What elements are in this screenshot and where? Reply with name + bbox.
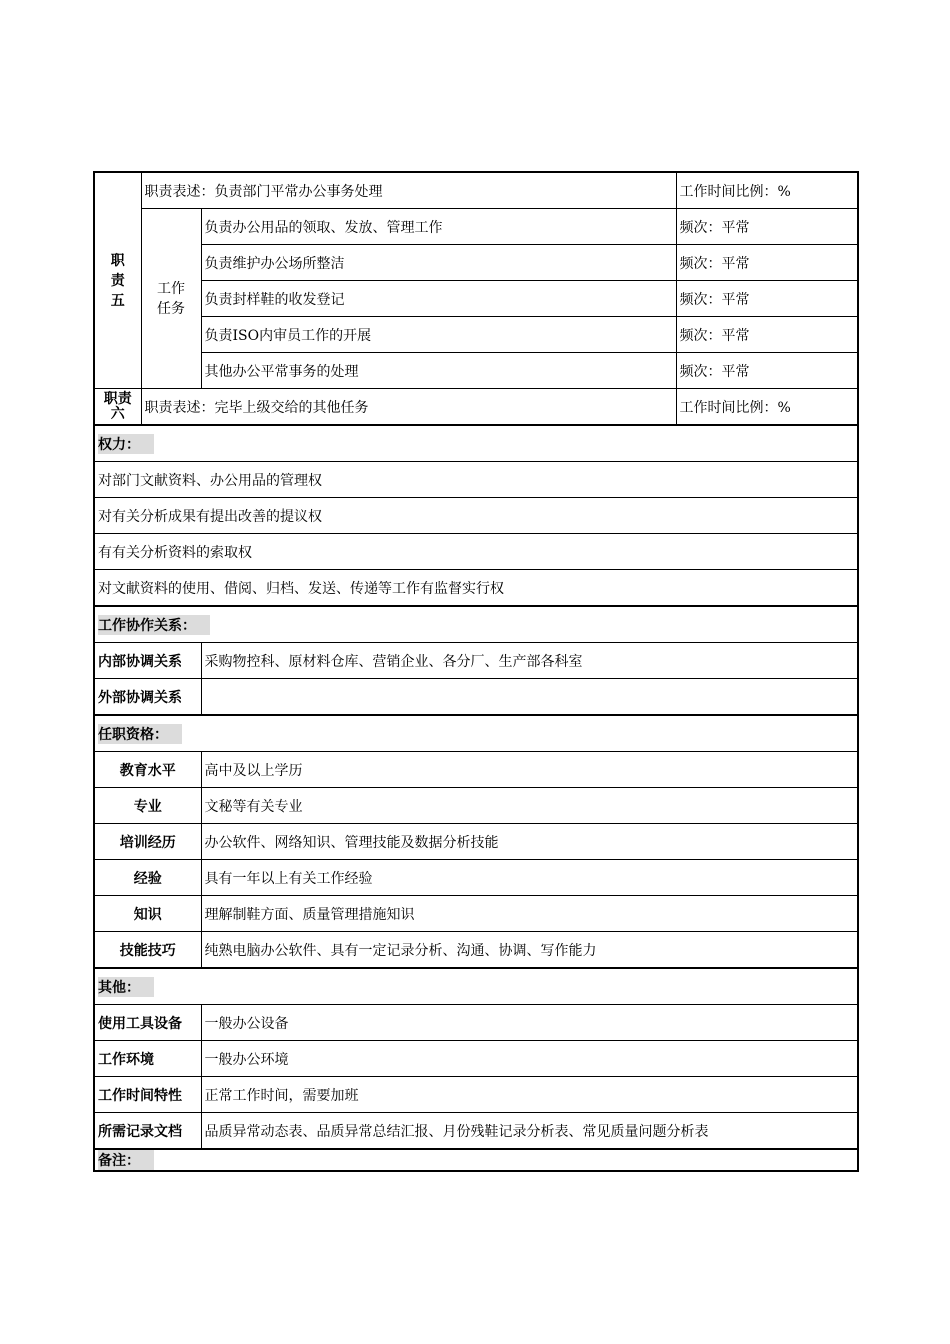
power-row bbox=[94, 570, 858, 607]
task-row bbox=[94, 245, 858, 281]
task-row bbox=[94, 281, 858, 317]
power-row bbox=[94, 534, 858, 570]
task-frequency: 频次：平常 bbox=[676, 281, 858, 317]
relation-value bbox=[201, 679, 858, 716]
power-header-row bbox=[94, 425, 858, 462]
relation-label: 内部协调关系 bbox=[94, 643, 201, 679]
qualification-label: 培训经历 bbox=[94, 824, 201, 860]
qualifications-header-row bbox=[94, 715, 858, 752]
qualification-row bbox=[94, 896, 858, 932]
task-frequency: 频次：平常 bbox=[676, 317, 858, 353]
qualification-label: 专业 bbox=[94, 788, 201, 824]
task-row bbox=[94, 317, 858, 353]
other-value: 正常工作时间，需要加班 bbox=[201, 1077, 858, 1113]
remarks-title: 备注： bbox=[98, 1150, 154, 1170]
relations-title-cell bbox=[94, 606, 858, 643]
qualifications-title: 任职资格： bbox=[98, 724, 182, 744]
other-value: 一般办公环境 bbox=[201, 1041, 858, 1077]
power-item: 对文献资料的使用、借阅、归档、发送、传递等工作有监督实行权 bbox=[94, 570, 858, 607]
other-value: 一般办公设备 bbox=[201, 1005, 858, 1041]
other-header-row bbox=[94, 968, 858, 1005]
qualifications-title-cell bbox=[94, 715, 858, 752]
relation-label: 外部协调关系 bbox=[94, 679, 201, 716]
relation-row bbox=[94, 679, 858, 716]
qualification-value: 纯熟电脑办公软件、具有一定记录分析、沟通、协调、写作能力 bbox=[201, 932, 858, 969]
other-row bbox=[94, 1077, 858, 1113]
qualification-value: 具有一年以上有关工作经验 bbox=[201, 860, 858, 896]
task-frequency: 频次：平常 bbox=[676, 209, 858, 245]
duty6-label-line: 六 bbox=[110, 405, 125, 422]
relation-value: 采购物控科、原材料仓库、营销企业、各分厂、生产部各科室 bbox=[201, 643, 858, 679]
task-text: 负责维护办公场所整洁 bbox=[201, 245, 676, 281]
other-value: 品质异常动态表、品质异常总结汇报、月份残鞋记录分析表、常见质量问题分析表 bbox=[201, 1113, 858, 1150]
duty6-time-ratio: 工作时间比例：% bbox=[676, 389, 858, 426]
qualification-label: 知识 bbox=[94, 896, 201, 932]
duty6-label bbox=[94, 389, 141, 426]
power-item: 对有关分析成果有提出改善的提议权 bbox=[94, 498, 858, 534]
power-row bbox=[94, 462, 858, 498]
qualification-label: 教育水平 bbox=[94, 752, 201, 788]
other-title: 其他： bbox=[98, 977, 154, 997]
task-frequency: 频次：平常 bbox=[676, 353, 858, 389]
task-text: 其他办公平常事务的处理 bbox=[201, 353, 676, 389]
other-row bbox=[94, 1113, 858, 1150]
other-title-cell bbox=[94, 968, 858, 1005]
task-row bbox=[94, 209, 858, 245]
duty5-label-line: 职 bbox=[110, 252, 125, 269]
duty5-description: 职责表述：负责部门平常办公事务处理 bbox=[141, 172, 676, 209]
job-description-sheet bbox=[93, 171, 857, 1172]
qualification-value: 理解制鞋方面、质量管理措施知识 bbox=[201, 896, 858, 932]
task-frequency: 频次：平常 bbox=[676, 245, 858, 281]
duty5-description-row bbox=[94, 172, 858, 209]
task-text: 负责ISO内审员工作的开展 bbox=[201, 317, 676, 353]
duty6-label-line: 职责 bbox=[103, 390, 132, 407]
qualification-label: 技能技巧 bbox=[94, 932, 201, 969]
qualification-value: 办公软件、网络知识、管理技能及数据分析技能 bbox=[201, 824, 858, 860]
power-item: 有有关分析资料的索取权 bbox=[94, 534, 858, 570]
tasks-label bbox=[141, 209, 201, 389]
duty6-row bbox=[94, 389, 858, 426]
remarks-title-cell bbox=[94, 1149, 858, 1171]
qualification-row bbox=[94, 788, 858, 824]
other-label: 工作时间特性 bbox=[94, 1077, 201, 1113]
duty5-label-line: 五 bbox=[110, 292, 125, 309]
power-title: 权力： bbox=[98, 434, 154, 454]
other-label: 使用工具设备 bbox=[94, 1005, 201, 1041]
tasks-label-line: 任务 bbox=[157, 300, 185, 317]
task-text: 负责办公用品的领取、发放、管理工作 bbox=[201, 209, 676, 245]
duty6-description: 职责表述：完毕上级交给的其他任务 bbox=[141, 389, 676, 426]
power-row bbox=[94, 498, 858, 534]
task-text: 负责封样鞋的收发登记 bbox=[201, 281, 676, 317]
duty5-time-ratio: 工作时间比例：% bbox=[676, 172, 858, 209]
relations-title: 工作协作关系： bbox=[98, 615, 210, 635]
job-description-table bbox=[93, 171, 859, 1172]
qualification-row bbox=[94, 752, 858, 788]
tasks-label-line: 工作 bbox=[157, 280, 185, 297]
power-item: 对部门文献资料、办公用品的管理权 bbox=[94, 462, 858, 498]
other-row bbox=[94, 1005, 858, 1041]
other-label: 工作环境 bbox=[94, 1041, 201, 1077]
qualification-row bbox=[94, 932, 858, 969]
power-title-cell bbox=[94, 425, 858, 462]
relation-row bbox=[94, 643, 858, 679]
relations-header-row bbox=[94, 606, 858, 643]
other-row bbox=[94, 1041, 858, 1077]
qualification-value: 高中及以上学历 bbox=[201, 752, 858, 788]
other-label: 所需记录文档 bbox=[94, 1113, 201, 1150]
duty5-label bbox=[94, 172, 141, 389]
qualification-row bbox=[94, 824, 858, 860]
qualification-label: 经验 bbox=[94, 860, 201, 896]
task-row bbox=[94, 353, 858, 389]
qualification-row bbox=[94, 860, 858, 896]
qualification-value: 文秘等有关专业 bbox=[201, 788, 858, 824]
remarks-row bbox=[94, 1149, 858, 1171]
duty5-label-line: 责 bbox=[110, 272, 125, 289]
